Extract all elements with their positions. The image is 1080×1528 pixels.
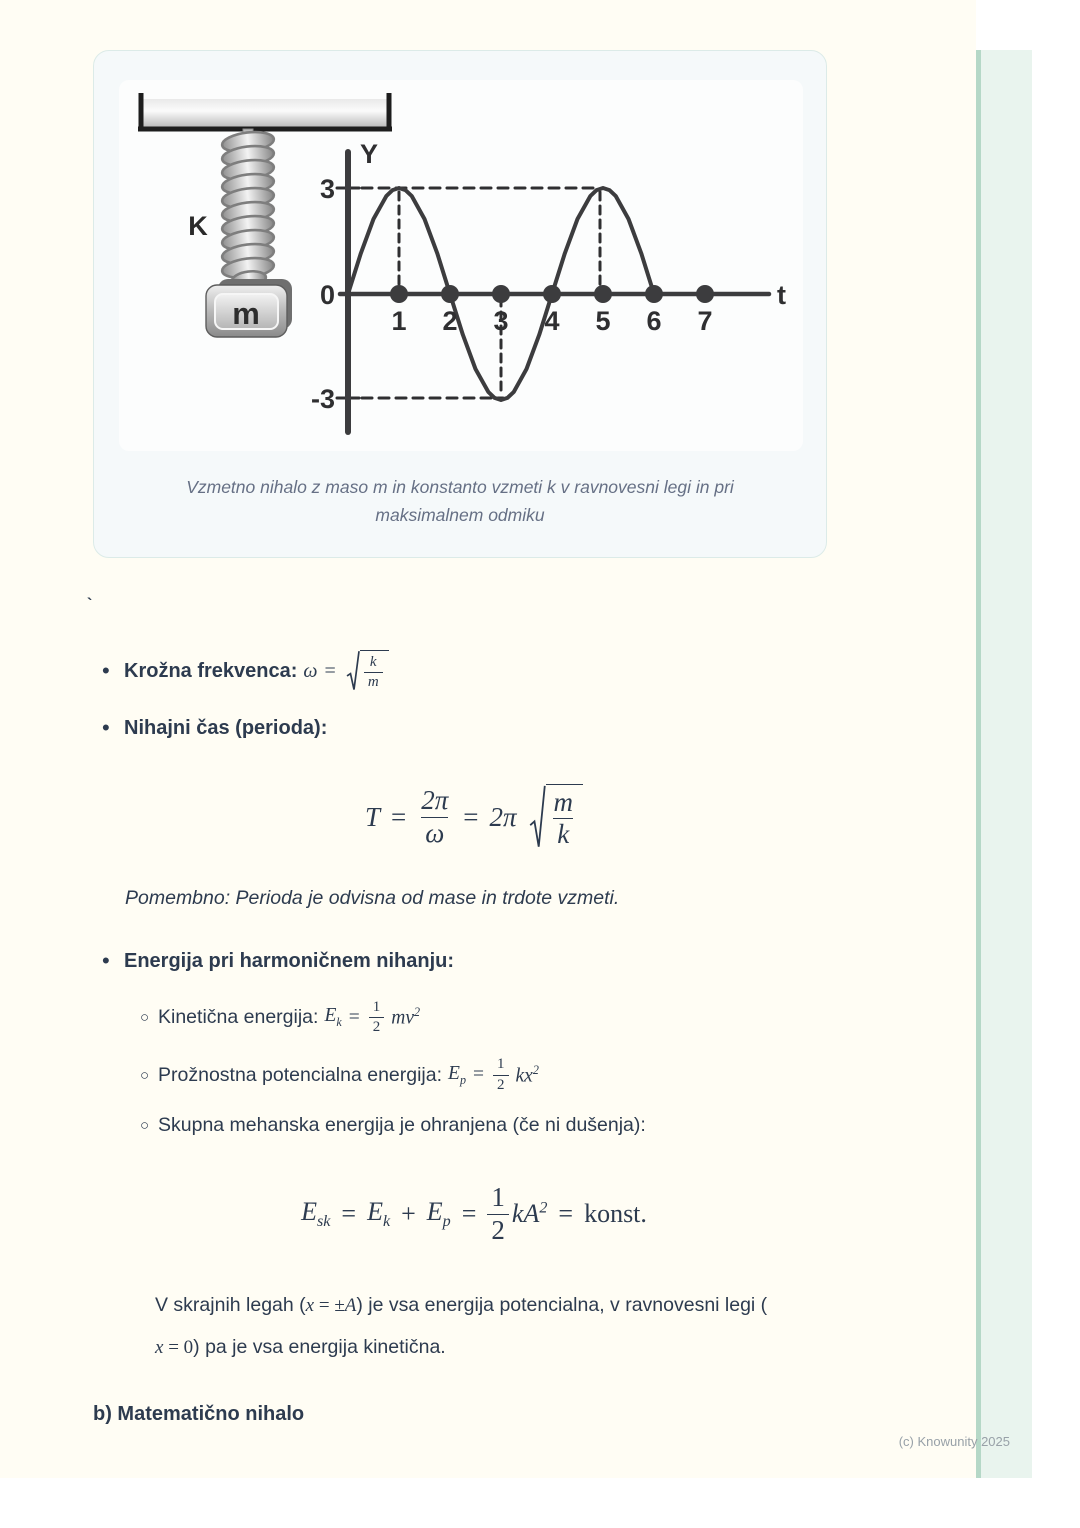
circle-bullet-icon: ○ [140,1116,150,1134]
displacement-graph [311,139,786,432]
ytick-m3: -3 [310,384,335,414]
math-2: 2 [493,1075,509,1094]
math-T: T [364,801,380,832]
xtick-1: 1 [391,306,407,336]
math-sub-k: k [382,1213,391,1231]
math-2: 2 [369,1017,385,1036]
math-equals: = [324,659,336,682]
math-equals-pm: = ± [314,1295,345,1317]
math-equals: = [391,801,407,832]
xtick-3: 3 [493,306,509,336]
sub-bullet-skupna [127,1114,883,1137]
math-A: A [344,1295,357,1317]
mass-block [206,279,292,337]
text-run: V skrajnih legah ( [155,1294,306,1317]
spring-coil [221,129,275,289]
right-accent-bar [976,50,1032,1478]
math-E: E [426,1196,443,1226]
math-plus: + [401,1199,416,1229]
bullet-list-energy [93,950,883,973]
bullet-label: Nihajni čas (perioda): [124,716,328,739]
sub-bullet-kineticna [127,999,883,1037]
math-sup-2: 2 [539,1199,548,1217]
sub-bullet-list [127,999,883,1137]
math-E: E [301,1196,317,1226]
sub-bullet-label: Kinetična energija: [158,1006,319,1029]
y-axis-label: Y [360,139,379,169]
math-equals: = [558,1199,574,1229]
math-equals: = [473,1064,484,1086]
xtick-2: 2 [442,306,458,336]
math-E: E [324,1005,337,1027]
note-pomembno: Pomembno: Perioda je odvisna od mase in trdote vzmeti. [125,886,620,909]
formula-energy [93,1183,855,1245]
xtick-7: 7 [697,306,713,336]
t-axis-label: t [777,280,786,310]
radical-sign-icon [346,650,360,693]
math-k: k [369,654,377,670]
spring-pendulum-figure [119,80,803,451]
math-equals-0: = 0 [163,1337,194,1359]
ytick-3: 3 [319,174,335,204]
radical-sign-icon [529,784,546,851]
math-sub-sk: sk [316,1213,331,1231]
math-mv: mv [391,1007,414,1029]
sub-bullet-label: Prožnostna potencialna energija: [158,1063,443,1086]
page-content [87,0,883,1426]
figure-card [93,50,827,558]
math-1: 1 [491,1181,505,1212]
bullet-icon: • [102,715,110,740]
sqrt-radical [346,650,389,693]
stray-character: ` [87,596,93,613]
bullet-energija [93,950,883,973]
bullet-nihajni-cas [93,717,883,740]
formula-proznostna [448,1056,539,1094]
math-1: 1 [372,998,381,1015]
ceiling-bracket [138,93,392,131]
math-E: E [367,1196,383,1226]
math-equals: = [341,1199,357,1229]
xtick-4: 4 [544,306,560,336]
bullet-krozna-frekvenca [93,650,883,693]
math-equals: = [348,1006,360,1028]
math-k: k [553,818,573,850]
math-sup-2: 2 [532,1062,539,1077]
math-omega: ω [303,659,318,682]
figure-caption: Vzmetno nihalo z maso m in konstanto vzmeti k v ravnovesni legi in pri maksimalnem odmiku [186,477,734,525]
bullet-list [93,650,883,740]
math-sub-k: k [336,1015,342,1030]
sub-bullet-proznostna [127,1056,883,1094]
sub-bullet-label: Skupna mehanska energija je ohranjena (če ni dušenja): [158,1113,646,1136]
formula-omega [303,650,388,693]
math-x: x [305,1295,315,1317]
math-1: 1 [497,1056,505,1073]
text-run: ) je vsa energija potencialna, v ravnovesni legi ( [356,1294,768,1317]
math-kA: kA [511,1199,540,1229]
text-run: ) pa je vsa energija kinetična. [193,1336,446,1359]
math-2pi: 2π [489,801,517,832]
xtick-6: 6 [646,306,662,336]
math-E: E [448,1062,460,1084]
math-m: m [553,786,574,817]
circle-bullet-icon: ○ [140,1066,150,1084]
sqrt-radical [529,784,584,851]
math-omega: ω [421,817,448,849]
math-2: 2 [487,1214,509,1246]
spring-constant-label: K [188,211,208,241]
math-sub-p: p [459,1072,466,1087]
math-2pi: 2π [421,785,449,815]
circle-bullet-icon: ○ [140,1009,150,1027]
bullet-label: Energija pri harmoničnem nihanju: [124,949,455,972]
math-equals: = [463,801,479,832]
math-sub-p: p [442,1213,451,1231]
formula-kineticna [324,999,420,1037]
math-x: x [155,1337,164,1359]
section-heading-b: b) Matematično nihalo [93,1403,305,1426]
xtick-5: 5 [595,306,611,336]
formula-period [93,784,855,851]
math-m: m [364,672,383,691]
mass-label: m [232,296,260,331]
math-sup-2: 2 [413,1005,421,1020]
bullet-icon: • [102,658,110,684]
math-equals: = [461,1199,477,1229]
paragraph-energy-explanation [155,1285,883,1369]
ytick-0: 0 [319,280,335,310]
footer-copyright: (c) Knowunity 2025 [898,1434,1010,1449]
math-konst: konst. [584,1199,647,1229]
bullet-label: Krožna frekvenca: [124,659,298,682]
math-kx: kx [515,1065,533,1087]
bullet-icon: • [102,948,110,974]
figure-panel [119,80,803,451]
